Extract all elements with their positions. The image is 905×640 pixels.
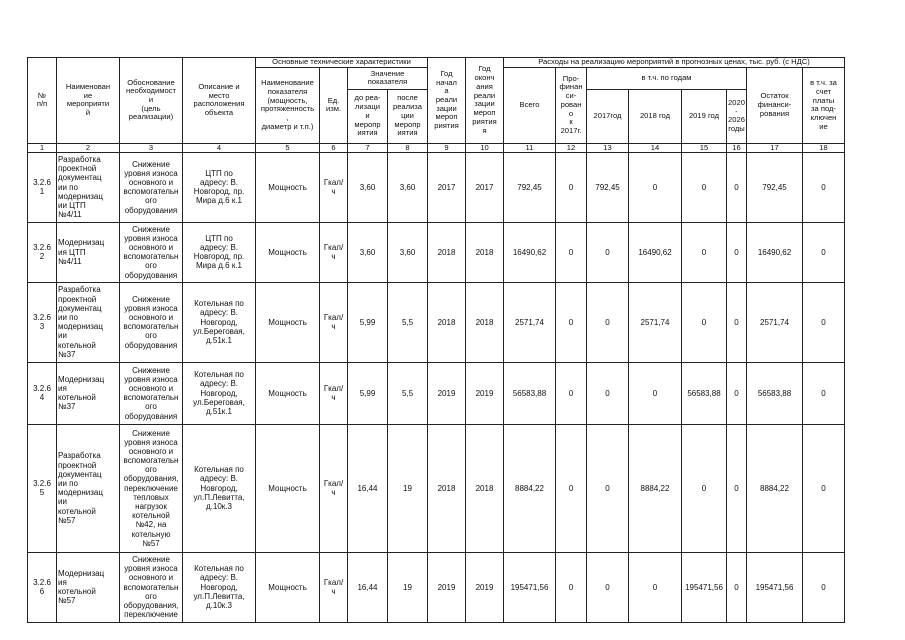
col-number: 17	[747, 143, 803, 152]
row-unit: Гкал/ ч	[320, 424, 348, 552]
row-year-end: 2017	[466, 152, 504, 222]
row-before: 16,44	[348, 424, 388, 552]
col-number: 5	[256, 143, 320, 152]
row-connection: 0	[803, 282, 845, 362]
col-number: 10	[466, 143, 504, 152]
row-2018: 0	[629, 552, 682, 622]
header-total: Всего	[504, 67, 556, 143]
row-remain: 792,45	[747, 152, 803, 222]
col-number: 9	[428, 143, 466, 152]
row-total: 195471,56	[504, 552, 556, 622]
row-2019: 0	[682, 282, 727, 362]
row-2019: 0	[682, 222, 727, 282]
row-description: ЦТП по адресу: В. Новгород, пр. Мира д.6 к.1	[183, 222, 256, 282]
header-n-pp: № п/п	[28, 58, 57, 144]
row-indicator: Мощность	[256, 424, 320, 552]
row-reason: Снижение уровня износа основного и вспомогательн ого оборудования	[120, 362, 183, 424]
header-prefinanced: Про- финан си- рован о к 2017г.	[556, 67, 587, 143]
row-2018: 0	[629, 362, 682, 424]
header-after: после реализа ции меропр иятия	[388, 89, 428, 143]
row-year-end: 2019	[466, 552, 504, 622]
row-name: Модернизац ия ЦТП №4/11	[57, 222, 120, 282]
row-before: 3,60	[348, 222, 388, 282]
row-2020-2026: 0	[727, 222, 747, 282]
row-before: 16,44	[348, 552, 388, 622]
header-year-end: Год оконч ания реали зации мероп риятия я	[466, 58, 504, 144]
row-remain: 195471,56	[747, 552, 803, 622]
row-description: ЦТП по адресу: В. Новгород, пр. Мира д.6 к.1	[183, 152, 256, 222]
col-number: 12	[556, 143, 587, 152]
row-unit: Гкал/ ч	[320, 282, 348, 362]
col-number: 1	[28, 143, 57, 152]
row-number: 3.2.6 1	[28, 152, 57, 222]
row-remain: 56583,88	[747, 362, 803, 424]
row-total: 56583,88	[504, 362, 556, 424]
row-2018: 16490,62	[629, 222, 682, 282]
row-connection: 0	[803, 362, 845, 424]
row-2018: 0	[629, 152, 682, 222]
row-year-end: 2018	[466, 222, 504, 282]
row-indicator: Мощность	[256, 362, 320, 424]
row-after: 3,60	[388, 152, 428, 222]
row-2017: 792,45	[587, 152, 629, 222]
col-number: 3	[120, 143, 183, 152]
row-number: 3.2.6 2	[28, 222, 57, 282]
row-total: 2571,74	[504, 282, 556, 362]
row-connection: 0	[803, 552, 845, 622]
row-2017: 0	[587, 362, 629, 424]
header-tech-group: Основные технические характеристики	[256, 58, 428, 68]
table-row	[28, 424, 845, 552]
row-connection: 0	[803, 222, 845, 282]
col-number: 11	[504, 143, 556, 152]
header-unit: Ед. изм.	[320, 67, 348, 143]
col-number: 18	[803, 143, 845, 152]
col-number: 4	[183, 143, 256, 152]
table-row	[28, 362, 845, 424]
row-number: 3.2.6 4	[28, 362, 57, 424]
row-remain: 8884,22	[747, 424, 803, 552]
header-remain: Остаток финанси- рования	[747, 67, 803, 143]
row-before: 3,60	[348, 152, 388, 222]
row-2020-2026: 0	[727, 362, 747, 424]
row-2019: 56583,88	[682, 362, 727, 424]
row-description: Котельная по адресу: В. Новгород, ул.П.Левитта, д.10к.3	[183, 424, 256, 552]
row-year-start: 2019	[428, 362, 466, 424]
row-after: 19	[388, 552, 428, 622]
header-value-group: Значение показателя	[348, 67, 428, 89]
header-by-years: в т.ч. по годам	[587, 67, 747, 89]
header-2018: 2018 год	[629, 89, 682, 143]
row-2017: 0	[587, 222, 629, 282]
col-number: 13	[587, 143, 629, 152]
row-after: 5,5	[388, 282, 428, 362]
row-number: 3.2.6 5	[28, 424, 57, 552]
header-costs-group: Расходы на реализацию мероприятий в прогнозных ценах, тыс. руб. (с НДС)	[504, 58, 845, 68]
row-before: 5,99	[348, 362, 388, 424]
row-remain: 2571,74	[747, 282, 803, 362]
col-number: 14	[629, 143, 682, 152]
row-2020-2026: 0	[727, 152, 747, 222]
row-reason: Снижение уровня износа основного и вспомогательн ого оборудования	[120, 152, 183, 222]
row-reason: Снижение уровня износа основного и вспомогательн ого оборудования, переключение тепловых нагрузок котельной №42, на котельную №57	[120, 424, 183, 552]
investment-table	[27, 57, 845, 623]
row-reason: Снижение уровня износа основного и вспомогательн ого оборудования, переключение	[120, 552, 183, 622]
header-2019: 2019 год	[682, 89, 727, 143]
row-remain: 16490,62	[747, 222, 803, 282]
row-year-start: 2018	[428, 424, 466, 552]
row-year-end: 2019	[466, 362, 504, 424]
table-row	[28, 282, 845, 362]
col-number: 2	[57, 143, 120, 152]
row-before: 5,99	[348, 282, 388, 362]
row-after: 5,5	[388, 362, 428, 424]
row-description: Котельная по адресу: В. Новгород, ул.П.Левитта, д.10к.3	[183, 552, 256, 622]
header-name: Наименован ие мероприяти й	[57, 58, 120, 144]
row-indicator: Мощность	[256, 222, 320, 282]
row-year-end: 2018	[466, 424, 504, 552]
row-description: Котельная по адресу: В. Новгород, ул.Береговая, д.51к.1	[183, 282, 256, 362]
col-number: 15	[682, 143, 727, 152]
row-indicator: Мощность	[256, 552, 320, 622]
row-2018: 2571,74	[629, 282, 682, 362]
header-before: до реа- лизаци и меропр иятия	[348, 89, 388, 143]
table-row	[28, 152, 845, 222]
row-2020-2026: 0	[727, 552, 747, 622]
header-2020-2026: 2020 - 2026 годы	[727, 89, 747, 143]
header-reason: Обоснование необходимост и (цель реализации)	[120, 58, 183, 144]
row-name: Разработка проектной документац ии по модернизац ии ЦТП №4/11	[57, 152, 120, 222]
row-indicator: Мощность	[256, 282, 320, 362]
col-number: 7	[348, 143, 388, 152]
row-total: 16490,62	[504, 222, 556, 282]
row-after: 19	[388, 424, 428, 552]
row-name: Модернизац ия котельной №57	[57, 552, 120, 622]
row-unit: Гкал/ ч	[320, 152, 348, 222]
table-row	[28, 552, 845, 622]
row-prefinanced: 0	[556, 424, 587, 552]
row-2017: 0	[587, 424, 629, 552]
row-2020-2026: 0	[727, 424, 747, 552]
row-total: 792,45	[504, 152, 556, 222]
row-reason: Снижение уровня износа основного и вспомогательн ого оборудования	[120, 282, 183, 362]
col-number: 6	[320, 143, 348, 152]
row-number: 3.2.6 6	[28, 552, 57, 622]
table-row	[28, 222, 845, 282]
row-description: Котельная по адресу: В. Новгород, ул.Береговая, д.51к.1	[183, 362, 256, 424]
header-year-start: Год начал а реали зации мероп риятия	[428, 58, 466, 144]
row-2020-2026: 0	[727, 282, 747, 362]
row-number: 3.2.6 3	[28, 282, 57, 362]
row-prefinanced: 0	[556, 362, 587, 424]
row-prefinanced: 0	[556, 152, 587, 222]
row-year-end: 2018	[466, 282, 504, 362]
row-unit: Гкал/ ч	[320, 552, 348, 622]
header-indicator: Наименование показателя (мощность, протяженность , диаметр и т.п.)	[256, 67, 320, 143]
row-2019: 195471,56	[682, 552, 727, 622]
header-connection: в т.ч. за счет платы за под- ключен ие	[803, 67, 845, 143]
row-prefinanced: 0	[556, 282, 587, 362]
row-2019: 0	[682, 152, 727, 222]
row-year-start: 2018	[428, 222, 466, 282]
row-prefinanced: 0	[556, 552, 587, 622]
row-year-start: 2017	[428, 152, 466, 222]
row-reason: Снижение уровня износа основного и вспомогательн ого оборудования	[120, 222, 183, 282]
row-2018: 8884,22	[629, 424, 682, 552]
row-unit: Гкал/ ч	[320, 222, 348, 282]
row-year-start: 2019	[428, 552, 466, 622]
row-2017: 0	[587, 282, 629, 362]
row-name: Модернизац ия котельной №37	[57, 362, 120, 424]
header-description: Описание и место расположения объекта	[183, 58, 256, 144]
row-total: 8884,22	[504, 424, 556, 552]
row-connection: 0	[803, 424, 845, 552]
row-unit: Гкал/ ч	[320, 362, 348, 424]
row-name: Разработка проектной документац ии по модернизац ии котельной №57	[57, 424, 120, 552]
row-2017: 0	[587, 552, 629, 622]
col-number: 16	[727, 143, 747, 152]
header-2017: 2017год	[587, 89, 629, 143]
col-number: 8	[388, 143, 428, 152]
row-name: Разработка проектной документац ии по модернизац ии котельной №37	[57, 282, 120, 362]
row-year-start: 2018	[428, 282, 466, 362]
row-2019: 0	[682, 424, 727, 552]
row-indicator: Мощность	[256, 152, 320, 222]
row-after: 3,60	[388, 222, 428, 282]
row-connection: 0	[803, 152, 845, 222]
row-prefinanced: 0	[556, 222, 587, 282]
